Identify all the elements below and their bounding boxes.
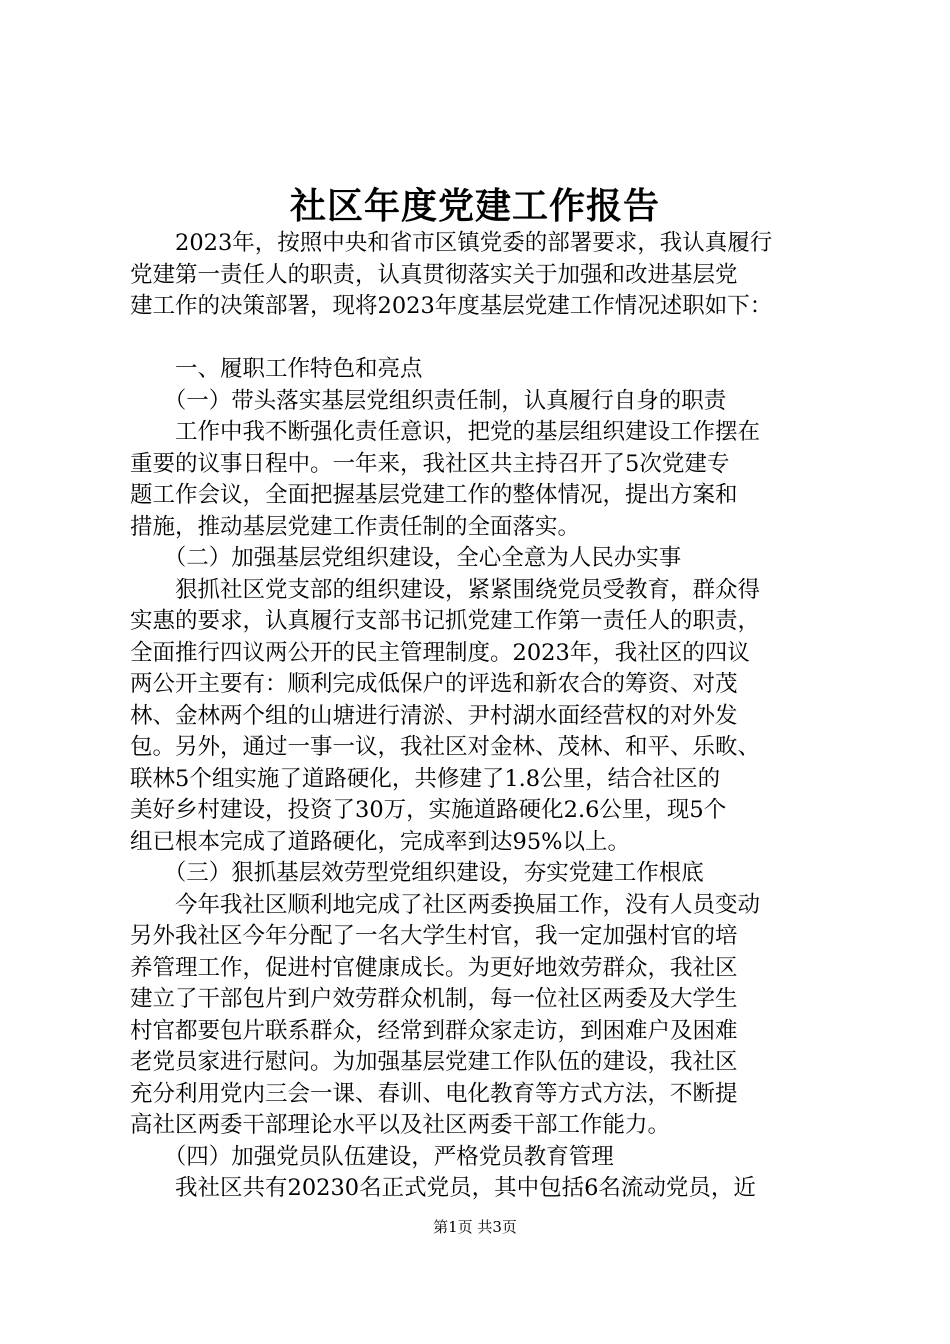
text-line: 组已根本完成了道路硬化，完成率到达95%以上。 (130, 828, 631, 855)
document-title: 社区年度党建工作报告 (289, 185, 660, 227)
blank-line (130, 323, 840, 355)
text-line: 包。另外，通过一事一议，我社区对金林、茂林、和平、乐畋、 (130, 734, 761, 760)
text-line: 联林5个组实施了道路硬化，共修建了1.8公里，结合社区的 (130, 765, 721, 792)
text-line: 工作中我不断强化责任意识，把党的基层组织建设工作摆在 (130, 419, 761, 445)
text-line: 村官都要包片联系群众，经常到群众家走访，到困难户及困难 (130, 1017, 738, 1044)
text-line: 美好乡村建设，投资了30万，实施道路硬化2.6公里，现5个 (130, 797, 727, 823)
text-line: 一、履职工作特色和亮点 (130, 356, 423, 382)
text-line: 林、金林两个组的山塘进行清淤、尹村湖水面经营权的对外发 (130, 702, 738, 729)
text-line: 重要的议事日程中。一年来，我社区共主持召开了5次党建专 (130, 450, 730, 477)
text-line: 另外我社区今年分配了一名大学生村官，我一定加强村官的培 (130, 923, 738, 949)
text-line: 2023年，按照中央和省市区镇党委的部署要求，我认真履行 (130, 230, 773, 256)
text-line: 建立了干部包片到户效劳群众机制，每一位社区两委及大学生 (130, 986, 738, 1012)
text-line: （三）狠抓基层效劳型党组织建设，夯实党建工作根底 (130, 860, 704, 886)
text-line: 我社区共有20230名正式党员，其中包括6名流动党员，近 (130, 1175, 756, 1201)
text-line: 措施，推动基层党建工作责任制的全面落实。 (130, 513, 581, 540)
text-line: 两公开主要有：顺利完成低保户的评选和新农合的筹资、对茂 (130, 671, 738, 697)
text-line: 今年我社区顺利地完成了社区两委换届工作，没有人员变动 (130, 891, 761, 918)
text-line: 狠抓社区党支部的组织建设，紧紧围绕党员受教育，群众得 (130, 576, 761, 603)
text-line: 全面推行四议两公开的民主管理制度。2023年，我社区的四议 (130, 639, 750, 666)
text-line: 题工作会议，全面把握基层党建工作的整体情况，提出方案和 (130, 482, 738, 508)
text-line: 建工作的决策部署，现将2023年度基层党建工作情况述职如下： (130, 293, 773, 319)
text-line: 老党员家进行慰问。为加强基层党建工作队伍的建设，我社区 (130, 1049, 738, 1075)
text-line: 实惠的要求，认真履行支部书记抓党建工作第一责任人的职责， (130, 608, 761, 634)
text-line: （一）带头落实基层党组织责任制，认真履行自身的职责 (130, 387, 727, 414)
text-line: （二）加强基层党组织建设，全心全意为人民办实事 (130, 545, 682, 571)
page-footer: 第1页 共3页 (433, 1218, 517, 1236)
document-body (130, 228, 840, 1205)
text-line: 充分利用党内三会一课、春训、电化教育等方式方法，不断提 (130, 1080, 738, 1107)
text-line: 养管理工作，促进村官健康成长。为更好地效劳群众，我社区 (130, 954, 738, 981)
text-line: 高社区两委干部理论水平以及社区两委干部工作能力。 (130, 1112, 671, 1138)
text-line: （四）加强党员队伍建设，严格党员教育管理 (130, 1143, 614, 1170)
text-line: 党建第一责任人的职责，认真贯彻落实关于加强和改进基层党 (130, 261, 738, 288)
